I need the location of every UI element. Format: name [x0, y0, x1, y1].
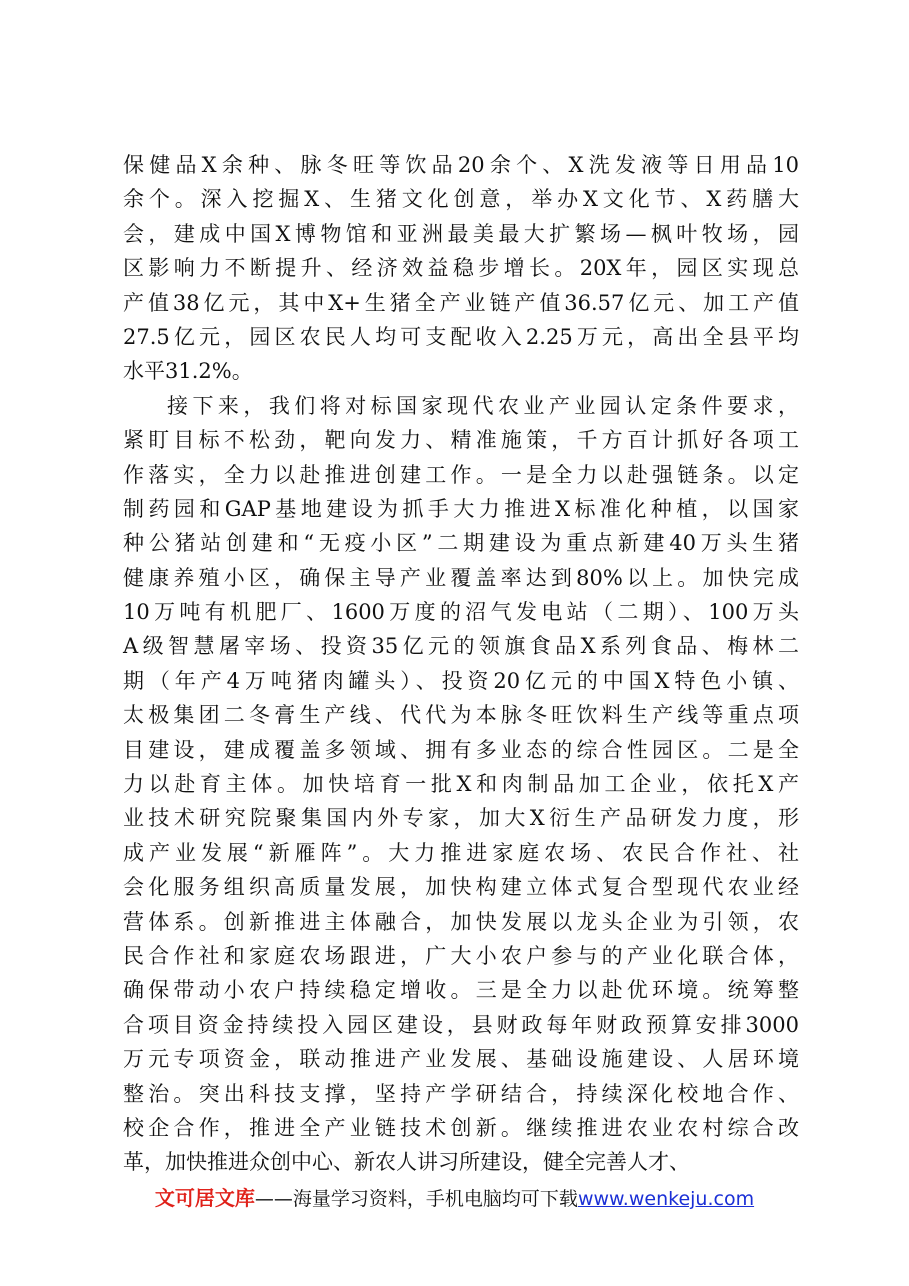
text-line: 制药园和GAP基地建设为抓手大力推进X标准化种植，以国家 [123, 496, 799, 521]
text-line: 作落实，全力以赴推进创建工作。一是全力以赴强链条。以定 [123, 462, 799, 487]
text-line: 保健品X余种、脉冬旺等饮品20余个、X洗发液等日用品10 [123, 153, 799, 177]
text-line: 27.5亿元，园区农民人均可支配收入2.25万元，高出全县平均 [123, 324, 799, 349]
document-body [123, 148, 799, 1180]
text-line: 10万吨有机肥厂、1600万度的沼气发电站（二期）、100万头 [123, 600, 799, 625]
text-line: 太极集团二冬膏生产线、代代为本脉冬旺饮料生产线等重点项 [123, 703, 799, 728]
footer-banner [0, 1182, 909, 1211]
text-line: 确保带动小农户持续稳定增收。三是全力以赴优环境。统筹整 [123, 978, 799, 1003]
text-line: 会化服务组织高质量发展，加快构建立体式复合型现代农业经 [123, 875, 799, 900]
text-line: 万元专项资金，联动推进产业发展、基础设施建设、人居环境 [123, 1047, 799, 1072]
paragraph [123, 148, 799, 389]
text-line: 业技术研究院聚集国内外专家，加大X衍生产品研发力度，形 [123, 806, 799, 831]
text-line: 健康养殖小区，确保主导产业覆盖率达到80%以上。加快完成 [123, 565, 799, 590]
text-line: 成产业发展“新雁阵”。大力推进家庭农场、农民合作社、社 [123, 840, 799, 865]
text-line: 整治。突出科技支撑，坚持产学研结合，持续深化校地合作、 [123, 1081, 799, 1106]
text-line: 校企合作，推进全产业链技术创新。继续推进农业农村综合改 [123, 1115, 799, 1140]
footer-brand: 文可居文库 [154, 1186, 255, 1210]
text-line: 接下来，我们将对标国家现代农业产业园认定条件要求， [167, 393, 799, 418]
text-line: 目建设，建成覆盖多领域、拥有多业态的综合性园区。二是全 [123, 737, 799, 762]
text-line: 区影响力不断提升、经济效益稳步增长。20X年，园区实现总 [123, 256, 799, 281]
footer-link[interactable]: www.wenkeju.com [577, 1188, 755, 1210]
text-line: 革，加快推进众创中心、新农人讲习所建设，健全完善人才、 [123, 1150, 690, 1175]
text-line: 余个。深入挖掘X、生猪文化创意，举办X文化节、X药膳大 [123, 187, 799, 212]
text-line: 产值38亿元，其中X+生猪全产业链产值36.57亿元、加工产值 [123, 290, 799, 315]
text-line: 力以赴育主体。加快培育一批X和肉制品加工企业，依托X产 [123, 772, 799, 797]
text-line: 水平31.2%。 [123, 359, 253, 384]
text-line: 种公猪站创建和“无疫小区”二期建设为重点新建40万头生猪 [123, 531, 799, 556]
text-line: 紧盯目标不松劲，靶向发力、精准施策，千方百计抓好各项工 [123, 428, 799, 453]
text-line: 期（年产4万吨猪肉罐头）、投资20亿元的中国X特色小镇、 [123, 668, 799, 693]
footer-tagline: ——海量学习资料，手机电脑均可下载 [254, 1188, 578, 1210]
text-line: 民合作社和家庭农场跟进，广大小农户参与的产业化联合体， [123, 943, 799, 968]
text-line: A级智慧屠宰场、投资35亿元的领旗食品X系列食品、梅林二 [123, 634, 799, 659]
text-line: 会，建成中国X博物馆和亚洲最美最大扩繁场—枫叶牧场，园 [123, 221, 799, 246]
text-line: 营体系。创新推进主体融合，加快发展以龙头企业为引领，农 [123, 909, 799, 934]
paragraph [123, 389, 799, 1180]
text-line: 合项目资金持续投入园区建设，县财政每年财政预算安排3000 [123, 1012, 799, 1037]
